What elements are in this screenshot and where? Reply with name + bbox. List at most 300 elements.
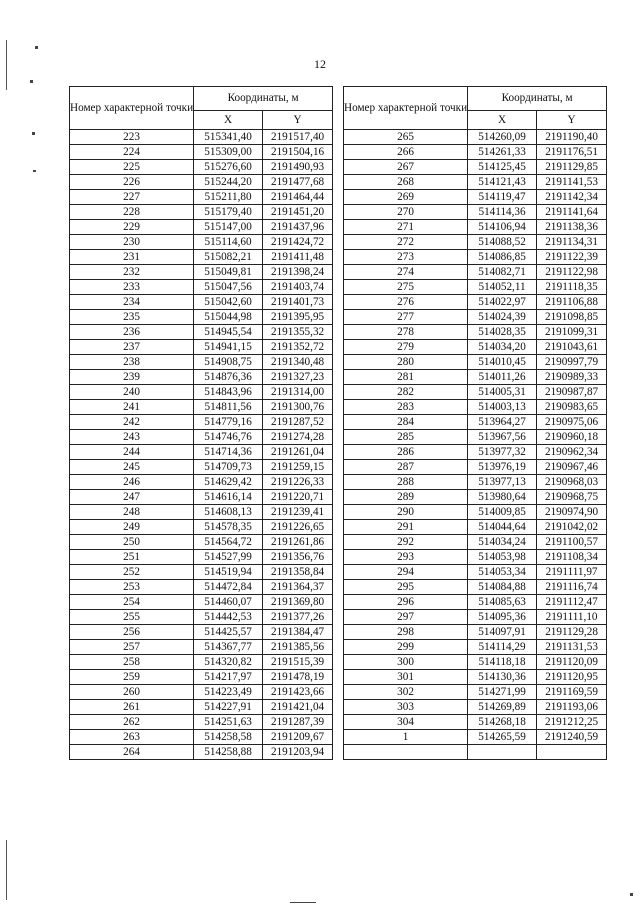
point-number-cell: 303 [344, 700, 468, 715]
table-row [70, 175, 333, 190]
y-coordinate-cell: 2191122,98 [537, 265, 607, 280]
table-row [344, 655, 607, 670]
y-coordinate-cell: 2191287,52 [263, 415, 333, 430]
y-coordinate-cell: 2191239,41 [263, 505, 333, 520]
x-coordinate-cell: 514082,71 [468, 265, 537, 280]
coordinates-table-left [69, 86, 333, 760]
table-row [344, 145, 607, 160]
bottom-rule [290, 902, 316, 903]
table-row [344, 175, 607, 190]
table-row [344, 430, 607, 445]
y-coordinate-cell: 2191120,95 [537, 670, 607, 685]
point-number-cell: 235 [70, 310, 194, 325]
x-coordinate-cell: 514843,96 [194, 385, 263, 400]
x-coordinate-cell: 515179,40 [194, 205, 263, 220]
table-row [344, 685, 607, 700]
table-row [344, 235, 607, 250]
y-coordinate-cell: 2191451,20 [263, 205, 333, 220]
y-coordinate-cell: 2191327,23 [263, 370, 333, 385]
y-coordinate-cell: 2190983,65 [537, 400, 607, 415]
x-coordinate-cell: 514005,31 [468, 385, 537, 400]
x-coordinate-cell: 513977,13 [468, 475, 537, 490]
table-row [70, 220, 333, 235]
x-coordinate-cell: 514130,36 [468, 670, 537, 685]
point-number-cell: 248 [70, 505, 194, 520]
table-row [70, 685, 333, 700]
y-coordinate-cell: 2191424,72 [263, 235, 333, 250]
x-coordinate-cell: 514053,98 [468, 550, 537, 565]
x-coordinate-cell: 514320,82 [194, 655, 263, 670]
y-coordinate-cell: 2191098,85 [537, 310, 607, 325]
table-row [70, 610, 333, 625]
point-number-cell: 254 [70, 595, 194, 610]
point-number-cell: 268 [344, 175, 468, 190]
table-row [70, 430, 333, 445]
x-coordinate-cell: 514034,24 [468, 535, 537, 550]
x-coordinate-cell: 514714,36 [194, 445, 263, 460]
point-number-cell: 237 [70, 340, 194, 355]
point-number-cell: 299 [344, 640, 468, 655]
x-coordinate-cell: 513977,32 [468, 445, 537, 460]
y-coordinate-cell: 2191437,96 [263, 220, 333, 235]
table-row [344, 700, 607, 715]
table-row [344, 325, 607, 340]
table-row [70, 250, 333, 265]
x-coordinate-cell: 514034,20 [468, 340, 537, 355]
table-row [70, 700, 333, 715]
point-number-cell: 249 [70, 520, 194, 535]
y-coordinate-cell: 2191141,53 [537, 175, 607, 190]
y-coordinate-cell: 2190975,06 [537, 415, 607, 430]
x-coordinate-cell: 514053,34 [468, 565, 537, 580]
y-coordinate-cell [537, 745, 607, 760]
point-number-cell: 265 [344, 130, 468, 145]
table-row [344, 130, 607, 145]
point-number-cell: 292 [344, 535, 468, 550]
table-row [70, 490, 333, 505]
y-coordinate-cell: 2191504,16 [263, 145, 333, 160]
table-row [70, 190, 333, 205]
y-coordinate-cell: 2191490,93 [263, 160, 333, 175]
x-coordinate-cell: 514003,13 [468, 400, 537, 415]
x-coordinate-cell: 514564,72 [194, 535, 263, 550]
header-y: Y [263, 110, 333, 129]
point-number-cell: 282 [344, 385, 468, 400]
x-coordinate-cell: 514367,77 [194, 640, 263, 655]
point-number-cell: 278 [344, 325, 468, 340]
table-row [70, 595, 333, 610]
x-coordinate-cell: 515082,21 [194, 250, 263, 265]
y-coordinate-cell: 2191411,48 [263, 250, 333, 265]
y-coordinate-cell: 2191100,57 [537, 535, 607, 550]
point-number-cell: 295 [344, 580, 468, 595]
x-coordinate-cell [468, 745, 537, 760]
x-coordinate-cell: 513976,19 [468, 460, 537, 475]
table-row [344, 490, 607, 505]
point-number-cell: 246 [70, 475, 194, 490]
point-number-cell: 240 [70, 385, 194, 400]
y-coordinate-cell: 2191042,02 [537, 520, 607, 535]
x-coordinate-cell: 514086,85 [468, 250, 537, 265]
point-number-cell: 244 [70, 445, 194, 460]
y-coordinate-cell: 2191261,04 [263, 445, 333, 460]
y-coordinate-cell: 2191240,59 [537, 730, 607, 745]
table-row [344, 400, 607, 415]
y-coordinate-cell: 2191364,37 [263, 580, 333, 595]
point-number-cell: 267 [344, 160, 468, 175]
y-coordinate-cell: 2190962,34 [537, 445, 607, 460]
table-row [344, 715, 607, 730]
point-number-cell: 250 [70, 535, 194, 550]
table-body-left [70, 130, 333, 760]
point-number-cell: 276 [344, 295, 468, 310]
x-coordinate-cell: 514114,36 [468, 205, 537, 220]
x-coordinate-cell: 514121,43 [468, 175, 537, 190]
x-coordinate-cell: 514260,09 [468, 130, 537, 145]
table-row [70, 565, 333, 580]
point-number-cell: 289 [344, 490, 468, 505]
x-coordinate-cell: 514028,35 [468, 325, 537, 340]
x-coordinate-cell: 513967,56 [468, 430, 537, 445]
table-row [344, 580, 607, 595]
x-coordinate-cell: 514119,47 [468, 190, 537, 205]
point-number-cell: 245 [70, 460, 194, 475]
header-x: X [194, 110, 263, 129]
x-coordinate-cell: 514010,45 [468, 355, 537, 370]
table-row [344, 610, 607, 625]
table-row [344, 520, 607, 535]
point-number-cell: 259 [70, 670, 194, 685]
table-row [344, 670, 607, 685]
y-coordinate-cell: 2191517,40 [263, 130, 333, 145]
table-row [70, 745, 333, 760]
scan-mark [30, 80, 33, 83]
table-row [70, 715, 333, 730]
point-number-cell: 291 [344, 520, 468, 535]
table-row [344, 415, 607, 430]
y-coordinate-cell: 2191478,19 [263, 670, 333, 685]
point-number-cell: 258 [70, 655, 194, 670]
x-coordinate-cell: 515114,60 [194, 235, 263, 250]
y-coordinate-cell: 2191138,36 [537, 220, 607, 235]
y-coordinate-cell: 2191122,39 [537, 250, 607, 265]
y-coordinate-cell: 2191421,04 [263, 700, 333, 715]
point-number-cell: 296 [344, 595, 468, 610]
x-coordinate-cell: 514460,07 [194, 595, 263, 610]
header-point-number: Номер характерной точки [344, 87, 468, 130]
x-coordinate-cell: 515276,60 [194, 160, 263, 175]
header-point-number: Номер характерной точки [70, 87, 194, 130]
y-coordinate-cell: 2190968,03 [537, 475, 607, 490]
table-row [344, 640, 607, 655]
table-row [344, 475, 607, 490]
x-coordinate-cell: 514779,16 [194, 415, 263, 430]
point-number-cell: 263 [70, 730, 194, 745]
y-coordinate-cell: 2191226,33 [263, 475, 333, 490]
x-coordinate-cell: 514085,63 [468, 595, 537, 610]
point-number-cell: 257 [70, 640, 194, 655]
table-row [70, 625, 333, 640]
y-coordinate-cell: 2191398,24 [263, 265, 333, 280]
point-number-cell: 304 [344, 715, 468, 730]
x-coordinate-cell: 514578,35 [194, 520, 263, 535]
table-row [70, 400, 333, 415]
point-number-cell: 242 [70, 415, 194, 430]
x-coordinate-cell: 515341,40 [194, 130, 263, 145]
table-row [344, 565, 607, 580]
x-coordinate-cell: 514251,63 [194, 715, 263, 730]
point-number-cell: 283 [344, 400, 468, 415]
y-coordinate-cell: 2191131,53 [537, 640, 607, 655]
table-row [70, 385, 333, 400]
y-coordinate-cell: 2191377,26 [263, 610, 333, 625]
table-row [70, 445, 333, 460]
y-coordinate-cell: 2191464,44 [263, 190, 333, 205]
table-row [70, 295, 333, 310]
x-coordinate-cell: 514084,88 [468, 580, 537, 595]
x-coordinate-cell: 514616,14 [194, 490, 263, 505]
y-coordinate-cell: 2191120,09 [537, 655, 607, 670]
y-coordinate-cell: 2191108,34 [537, 550, 607, 565]
table-row [344, 370, 607, 385]
point-number-cell: 241 [70, 400, 194, 415]
y-coordinate-cell: 2190974,90 [537, 505, 607, 520]
table-row [70, 130, 333, 145]
point-number-cell: 298 [344, 625, 468, 640]
table-row [344, 355, 607, 370]
table-row [70, 415, 333, 430]
x-coordinate-cell: 514442,53 [194, 610, 263, 625]
point-number-cell: 280 [344, 355, 468, 370]
point-number-cell: 271 [344, 220, 468, 235]
page-number: 12 [314, 57, 326, 71]
table-row [344, 595, 607, 610]
y-coordinate-cell: 2191106,88 [537, 295, 607, 310]
x-coordinate-cell: 514223,49 [194, 685, 263, 700]
x-coordinate-cell: 514709,73 [194, 460, 263, 475]
y-coordinate-cell: 2191209,67 [263, 730, 333, 745]
x-coordinate-cell: 514519,94 [194, 565, 263, 580]
point-number-cell: 293 [344, 550, 468, 565]
point-number-cell: 255 [70, 610, 194, 625]
y-coordinate-cell: 2191314,00 [263, 385, 333, 400]
y-coordinate-cell: 2191259,15 [263, 460, 333, 475]
x-coordinate-cell: 515042,60 [194, 295, 263, 310]
y-coordinate-cell: 2191385,56 [263, 640, 333, 655]
table-row [344, 160, 607, 175]
y-coordinate-cell: 2190997,79 [537, 355, 607, 370]
y-coordinate-cell: 2191129,85 [537, 160, 607, 175]
y-coordinate-cell: 2191352,72 [263, 340, 333, 355]
point-number-cell: 229 [70, 220, 194, 235]
table-row [70, 355, 333, 370]
point-number-cell: 260 [70, 685, 194, 700]
x-coordinate-cell: 515049,81 [194, 265, 263, 280]
point-number-cell: 225 [70, 160, 194, 175]
y-coordinate-cell: 2191395,95 [263, 310, 333, 325]
point-number-cell: 233 [70, 280, 194, 295]
point-number-cell: 270 [344, 205, 468, 220]
point-number-cell: 232 [70, 265, 194, 280]
table-row [70, 235, 333, 250]
table-row [70, 550, 333, 565]
y-coordinate-cell: 2191261,86 [263, 535, 333, 550]
table-row [344, 190, 607, 205]
point-number-cell: 251 [70, 550, 194, 565]
y-coordinate-cell: 2191142,34 [537, 190, 607, 205]
table-row [70, 160, 333, 175]
point-number-cell: 286 [344, 445, 468, 460]
point-number-cell: 239 [70, 370, 194, 385]
x-coordinate-cell: 515244,20 [194, 175, 263, 190]
table-row [344, 205, 607, 220]
y-coordinate-cell: 2191515,39 [263, 655, 333, 670]
x-coordinate-cell: 514258,88 [194, 745, 263, 760]
y-coordinate-cell: 2191111,97 [537, 565, 607, 580]
table-row [70, 205, 333, 220]
point-number-cell: 227 [70, 190, 194, 205]
x-coordinate-cell: 514941,15 [194, 340, 263, 355]
y-coordinate-cell: 2191193,06 [537, 700, 607, 715]
table-row [344, 505, 607, 520]
table-row [344, 295, 607, 310]
point-number-cell: 287 [344, 460, 468, 475]
x-coordinate-cell: 515044,98 [194, 310, 263, 325]
x-coordinate-cell: 514527,99 [194, 550, 263, 565]
point-number-cell: 277 [344, 310, 468, 325]
point-number-cell: 234 [70, 295, 194, 310]
x-coordinate-cell: 514268,18 [468, 715, 537, 730]
table-row [344, 385, 607, 400]
y-coordinate-cell: 2191287,39 [263, 715, 333, 730]
y-coordinate-cell: 2191169,59 [537, 685, 607, 700]
y-coordinate-cell: 2191134,31 [537, 235, 607, 250]
y-coordinate-cell: 2191358,84 [263, 565, 333, 580]
table-row [344, 550, 607, 565]
point-number-cell: 294 [344, 565, 468, 580]
y-coordinate-cell: 2191477,68 [263, 175, 333, 190]
y-coordinate-cell: 2191220,71 [263, 490, 333, 505]
point-number-cell: 288 [344, 475, 468, 490]
table-row [344, 310, 607, 325]
y-coordinate-cell: 2191340,48 [263, 355, 333, 370]
point-number-cell: 256 [70, 625, 194, 640]
x-coordinate-cell: 515211,80 [194, 190, 263, 205]
x-coordinate-cell: 514118,18 [468, 655, 537, 670]
y-coordinate-cell: 2191355,32 [263, 325, 333, 340]
y-coordinate-cell: 2191384,47 [263, 625, 333, 640]
x-coordinate-cell: 514271,99 [468, 685, 537, 700]
table-row [344, 265, 607, 280]
y-coordinate-cell: 2191212,25 [537, 715, 607, 730]
y-coordinate-cell: 2191226,65 [263, 520, 333, 535]
x-coordinate-cell: 514217,97 [194, 670, 263, 685]
y-coordinate-cell: 2191401,73 [263, 295, 333, 310]
x-coordinate-cell: 515309,00 [194, 145, 263, 160]
scan-mark [33, 170, 36, 172]
y-coordinate-cell: 2190968,75 [537, 490, 607, 505]
x-coordinate-cell: 513964,27 [468, 415, 537, 430]
table-row [70, 460, 333, 475]
table-row [70, 310, 333, 325]
point-number-cell: 1 [344, 730, 468, 745]
x-coordinate-cell: 513980,64 [468, 490, 537, 505]
table-row [70, 580, 333, 595]
point-number-cell: 302 [344, 685, 468, 700]
x-coordinate-cell: 514258,58 [194, 730, 263, 745]
table-row [344, 340, 607, 355]
header-coordinates: Координаты, м [194, 87, 333, 111]
table-row [344, 220, 607, 235]
x-coordinate-cell: 514876,36 [194, 370, 263, 385]
table-row [344, 625, 607, 640]
scan-mark [630, 893, 633, 896]
x-coordinate-cell: 514088,52 [468, 235, 537, 250]
y-coordinate-cell: 2190967,46 [537, 460, 607, 475]
table-row [344, 445, 607, 460]
table-row [70, 280, 333, 295]
header-y: Y [537, 110, 607, 129]
x-coordinate-cell: 514044,64 [468, 520, 537, 535]
x-coordinate-cell: 514106,94 [468, 220, 537, 235]
point-number-cell: 264 [70, 745, 194, 760]
y-coordinate-cell: 2191141,64 [537, 205, 607, 220]
y-coordinate-cell: 2191112,47 [537, 595, 607, 610]
point-number-cell: 281 [344, 370, 468, 385]
point-number-cell: 223 [70, 130, 194, 145]
x-coordinate-cell: 514125,45 [468, 160, 537, 175]
table-row [344, 460, 607, 475]
x-coordinate-cell: 515047,56 [194, 280, 263, 295]
x-coordinate-cell: 514011,26 [468, 370, 537, 385]
point-number-cell: 274 [344, 265, 468, 280]
point-number-cell: 238 [70, 355, 194, 370]
coordinates-table-right [343, 86, 607, 760]
y-coordinate-cell: 2191118,35 [537, 280, 607, 295]
point-number-cell: 297 [344, 610, 468, 625]
point-number-cell: 285 [344, 430, 468, 445]
x-coordinate-cell: 514024,39 [468, 310, 537, 325]
point-number-cell: 247 [70, 490, 194, 505]
y-coordinate-cell: 2190987,87 [537, 385, 607, 400]
point-number-cell: 269 [344, 190, 468, 205]
point-number-cell: 290 [344, 505, 468, 520]
y-coordinate-cell: 2190989,33 [537, 370, 607, 385]
table-row [70, 325, 333, 340]
x-coordinate-cell: 514114,29 [468, 640, 537, 655]
x-coordinate-cell: 514425,57 [194, 625, 263, 640]
x-coordinate-cell: 514052,11 [468, 280, 537, 295]
y-coordinate-cell: 2191300,76 [263, 400, 333, 415]
x-coordinate-cell: 515147,00 [194, 220, 263, 235]
table-row [344, 730, 607, 745]
point-number-cell: 230 [70, 235, 194, 250]
table-row [70, 370, 333, 385]
table-row [70, 475, 333, 490]
y-coordinate-cell: 2191099,31 [537, 325, 607, 340]
x-coordinate-cell: 514261,33 [468, 145, 537, 160]
point-number-cell: 275 [344, 280, 468, 295]
point-number-cell: 226 [70, 175, 194, 190]
point-number-cell: 262 [70, 715, 194, 730]
table-row [70, 145, 333, 160]
table-body-right [344, 130, 607, 760]
table-row [70, 730, 333, 745]
y-coordinate-cell: 2190960,18 [537, 430, 607, 445]
table-row [70, 640, 333, 655]
table-row [344, 535, 607, 550]
point-number-cell: 272 [344, 235, 468, 250]
